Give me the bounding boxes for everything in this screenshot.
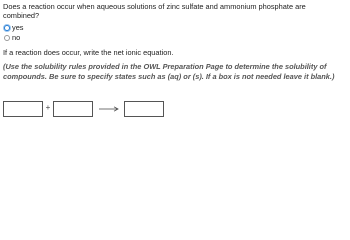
net-ionic-equation (3, 100, 164, 117)
product-input[interactable] (124, 101, 164, 117)
answer-options (3, 23, 343, 43)
reactant-1-input[interactable] (3, 101, 43, 117)
option-no[interactable] (4, 33, 343, 43)
instruction-text: If a reaction does occur, write the net ionic equation. (3, 47, 174, 57)
solubility-note: (Use the solubility rules provided in the OWL Preparation Page to determine the solubility of compounds. Be sure to specify states such as (aq) or (s). If a box is not needed leave it blank.) (3, 62, 335, 81)
question-panel (3, 2, 343, 81)
plus-sign: + (45, 103, 51, 113)
right-arrow-icon (96, 101, 121, 117)
option-yes-label: yes (12, 23, 24, 33)
question-text: Does a reaction occur when aqueous solutions of zinc sulfate and ammonium phosphate are combined? (3, 2, 306, 21)
option-yes[interactable] (4, 23, 343, 33)
radio-yes[interactable] (4, 25, 10, 31)
option-no-label: no (12, 33, 21, 43)
radio-no[interactable] (4, 35, 10, 41)
reactant-2-input[interactable] (53, 101, 93, 117)
